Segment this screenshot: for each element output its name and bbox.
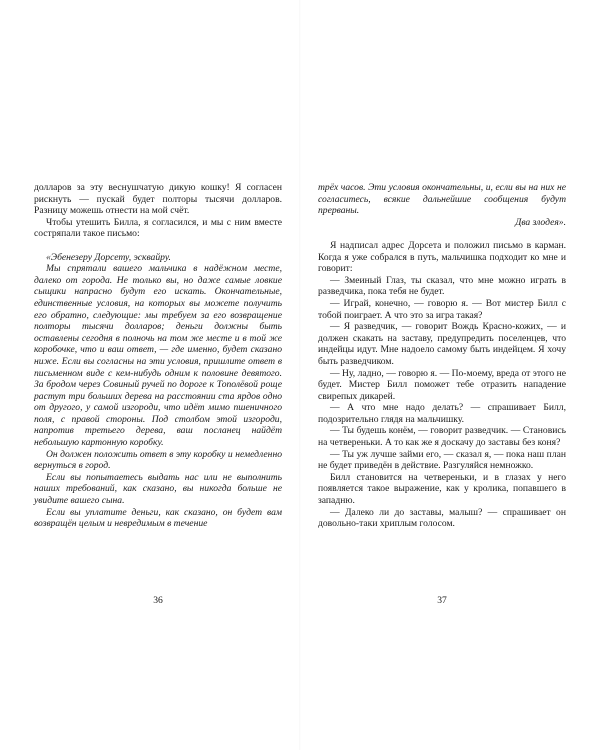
- page-number-right: 37: [437, 595, 447, 606]
- gutter: [299, 0, 301, 750]
- paragraph: — Ты будешь конём, — говорит разведчик. — Становись на четвереньки. А то как же я доскачу до заставы без коня?: [318, 425, 566, 449]
- letter-signature: Два злодея».: [515, 216, 566, 228]
- paragraph: — А что мне надо делать? — спрашивает Билл, подозрительно глядя на мальчишку.: [318, 402, 566, 425]
- letter-salutation: «Эбенезеру Дорсету, эсквайру.: [46, 251, 171, 263]
- paragraph: Чтобы утешить Билла, я согласился, и мы с ним вместе состряпали такое письмо:: [34, 216, 282, 240]
- paragraph: Я надписал адрес Дорсета и положил письмо в карман. Когда я уже собрался в путь, мальчишка подходит ко мне и говорит:: [318, 239, 566, 275]
- paragraph: — Далеко ли до заставы, малыш? — спрашивает он довольно-таки хриплым голосом.: [318, 506, 566, 530]
- letter-paragraph: Если вы попытаетесь выдать нас или не выполнить наших требований, как сказано, вы никогда больше не увидите вашего сына.: [34, 471, 282, 507]
- right-page: [318, 182, 566, 530]
- page-number-left: 36: [153, 595, 163, 606]
- paragraph: — Играй, конечно, — говорю я. — Вот мистер Билл с тобой поиграет. А что это за игра такая?: [318, 297, 566, 321]
- paragraph: Билл становится на четвереньки, и в глазах у него появляется такое выражение, как у кролика, попавшего в западню.: [318, 471, 566, 507]
- letter-paragraph: Он должен положить ответ в эту коробку и немедленно вернуться в город.: [34, 448, 282, 472]
- letter-end: трёх часов. Эти условия окончательны, и, если вы на них не согласитесь, всякие дальнейшие сообщения будут прерваны.: [318, 182, 566, 217]
- letter-paragraph: Если вы уплатите деньги, как сказано, он будет вам возвращён целым и невредимым в течение: [34, 506, 282, 530]
- paragraph: — Ну, ладно, — говорю я. — По-моему, вреда от этого не будет. Мистер Билл поможет тебе отразить нападение свирепых дикарей.: [318, 367, 566, 402]
- paragraph: — Я разведчик, — говорит Вождь Красно-кожих, — и должен скакать на заставу, предупредить поселенцев, что индейцы идут. Мне надоело самому быть индейцем. Я хочу быть разведчиком.: [318, 321, 566, 367]
- paragraph: — Змеиный Глаз, ты сказал, что мне можно играть в разведчика, пока тебя не будет.: [318, 274, 566, 298]
- paragraph: долларов за эту веснушчатую дикую кошку! Я согласен рискнуть — пускай будет полторы тысячи долларов. Разницу можешь отнести на мой счёт.: [34, 182, 282, 217]
- left-page: [34, 182, 282, 530]
- letter-paragraph: Мы спрятали вашего мальчика в надёжном месте, далеко от города. Не только вы, но даже самые ловкие сыщики напрасно будут его искать. Окончательные, единственные условия, на которых вы можете получить его обратно, следующие: мы требуем за его возвращение полторы тысячи долларов; деньги должны быть оставлены сегодня в полночь на том же месте и в той же коробочке, что и ваш ответ, — где именно, будет сказано ниже. Если вы согласны на эти условия, пришлите ответ в письменном виде с кем-нибудь одним к половине девятого. За бродом через Совиный ручей по дороге к Тополёвой роще растут три больших дерева на расстоянии ста ярдов одно от другого, у самой изгороди, что идёт мимо пшеничного поля, с правой стороны. Под столбом этой изгороди, напротив третьего дерева, ваш посланец найдёт небольшую картонную коробку.: [34, 263, 282, 449]
- paragraph: — Ты уж лучше займи его, — сказал я, — пока наш план не будет приведён в действие. Разгуляйся немножко.: [318, 448, 566, 472]
